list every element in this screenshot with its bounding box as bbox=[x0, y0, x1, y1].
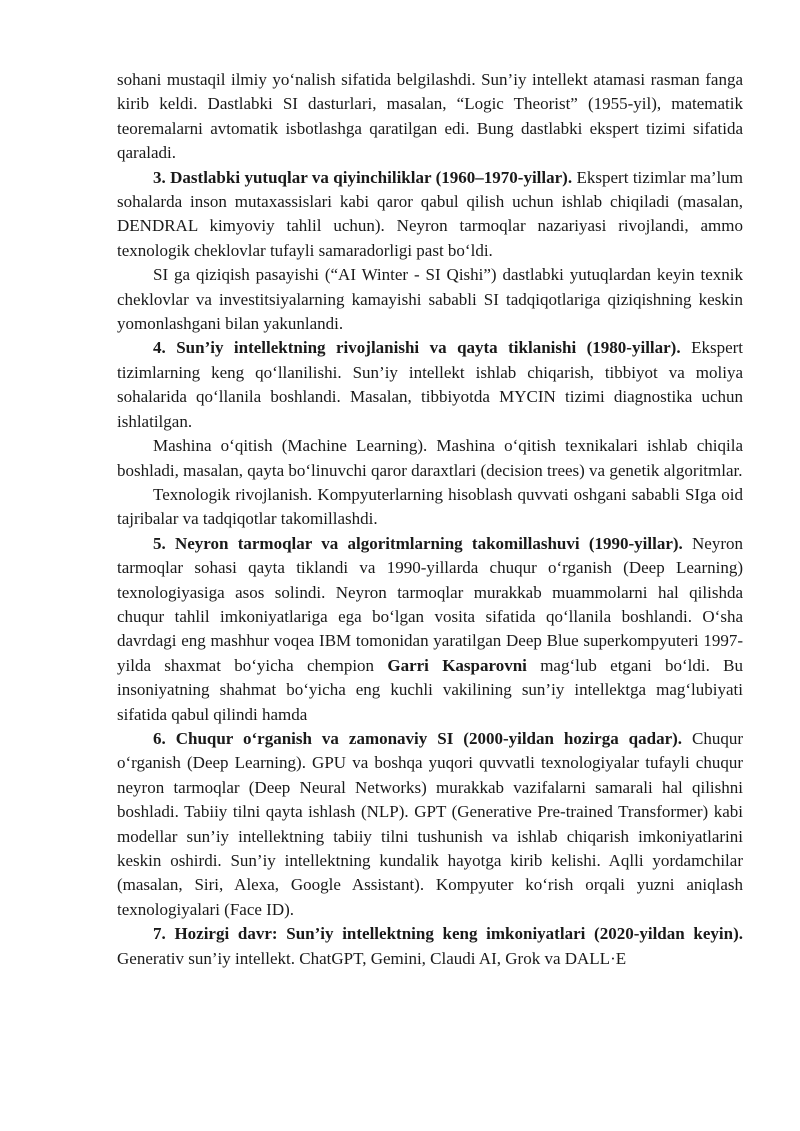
paragraph-section-7 bbox=[117, 922, 743, 971]
paragraph-intro bbox=[117, 68, 743, 166]
paragraph-section-4 bbox=[117, 336, 743, 434]
section-heading: 3. Dastlabki yutuqlar va qiyinchiliklar (1960–1970-yillar). bbox=[153, 167, 573, 187]
section-heading: 7. Hozirgi davr: Sun’iy intellektning keng imkoniyatlari (2020-yildan keyin). bbox=[153, 924, 743, 944]
paragraph-text: Texnologik rivojlanish. Kompyuterlarning hisoblash quvvati oshgani sababli SIga oid tajribalar va tadqiqotlar takomillashdi. bbox=[117, 484, 743, 529]
paragraph-text: Neyron tarmoqlar sohasi qayta tiklandi va 1990-yillarda chuqur o‘rganish (Deep Learning) texnologiyasiga asos solindi. Neyron tarmoqlar murakkab muammolarni hal qilishda chuqur tahlil imkoniyatlariga ega bo‘lgan vosita sifatida qo‘llanila boshlandi. O‘sha davrdagi eng mashhur voqea IBM tomonidan yaratilgan Deep Blue superkompyuteri 1997-yilda shaxmat bo‘yicha chempion bbox=[117, 533, 744, 675]
section-heading: 4. Sun’iy intellektning rivojlanishi va qayta tiklanishi (1980-yillar). bbox=[153, 338, 681, 358]
section-heading: 5. Neyron tarmoqlar va algoritmlarning takomillashuvi (1990-yillar). bbox=[153, 533, 683, 553]
paragraph-ai-winter bbox=[117, 263, 743, 336]
paragraph-section-5 bbox=[117, 532, 743, 727]
paragraph-machine-learning bbox=[117, 434, 743, 483]
document-page bbox=[117, 68, 743, 971]
paragraph-text: Mashina o‘qitish (Machine Learning). Mashina o‘qitish texnikalari ishlab chiqila boshladi, masalan, qayta bo‘linuvchi qaror daraxtlari (decision trees) va genetik algoritmlar. bbox=[117, 436, 743, 480]
paragraph-text: Chuqur o‘rganish (Deep Learning). GPU va boshqa yuqori quvvatli texnologiyalar tufayli chuqur neyron tarmoqlar (Deep Neural Networks) murakkab vazifalarni samarali hal qilishni boshladi. Tabiiy tilni qayta ishlash (NLP). GPT (Generative Pre-trained Transformer) kabi modellar sun’iy intellektning tabiiy tilni tushunish va ishlab chiqarish imkoniyatlarini keskin oshirdi. Sun’iy intellektning kundalik hayotga kirib kelishi. Aqlli yordamchilar (masalan, Siri, Alexa, Google Assistant). Kompyuter ko‘rish orqali yuzni aniqlash texnologiyalari (Face ID). bbox=[117, 728, 743, 919]
paragraph-text: SI ga qiziqish pasayishi (“AI Winter - SI Qishi”) dastlabki yutuqlardan keyin texnik cheklovlar va investitsiyalarning kamayishi sababli SI tadqiqotlariga qiziqishning keskin yomonlashgani bilan yakunlandi. bbox=[117, 265, 743, 334]
paragraph-section-6 bbox=[117, 727, 743, 922]
paragraph-text: Ekspert tizimlarning keng qo‘llanilishi. Sun’iy intellekt ishlab chiqarish, tibbiyot va moliya sohalarida qo‘llanila boshlandi. Masalan, tibbiyotda MYCIN tizimi diagnostika uchun ishlatilgan. bbox=[117, 338, 744, 431]
bold-name: Garri Kasparovni bbox=[387, 655, 527, 675]
paragraph-tech-development bbox=[117, 483, 743, 532]
section-heading: 6. Chuqur o‘rganish va zamonaviy SI (2000-yildan hozirga qadar). bbox=[153, 728, 683, 748]
paragraph-text: Ekspert tizimlar ma’lum sohalarda inson mutaxassislari kabi qaror qabul qilish uchun ishlab chiqiladi (masalan, DENDRAL kimyoviy tahlil uchun). Neyron tarmoqlar nazariyasi rivojlandi, ammo texnologik cheklovlar tufayli samaradorligi past bo‘ldi. bbox=[117, 167, 743, 260]
paragraph-text: sohani mustaqil ilmiy yo‘nalish sifatida belgilashdi. Sun’iy intellekt atamasi rasman fanga kirib keldi. Dastlabki SI dasturlari, masalan, “Logic Theorist” (1955-yil), matematik teoremalarni avtomatik isbotlashga qaratilgan edi. Bung dastlabki ekspert tizimi sifatida qaraladi. bbox=[117, 70, 743, 163]
paragraph-section-3 bbox=[117, 166, 743, 264]
paragraph-text: Generativ sun’iy intellekt. ChatGPT, Gemini, Claudi AI, Grok va DALL·E bbox=[117, 948, 627, 968]
paragraph-text-after: mag‘lub etgani bo‘ldi. Bu insoniyatning shahmat bo‘yicha eng kuchli vakilining sun’iy intellektga mag‘lubiyati sifatida qabul qilindi hamda bbox=[117, 655, 743, 724]
